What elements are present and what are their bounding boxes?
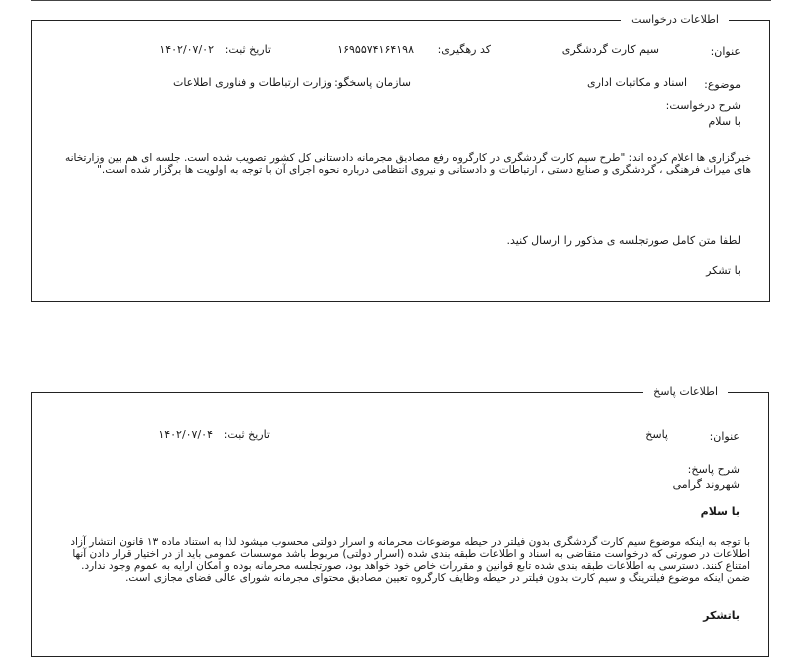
request-body [39,152,751,176]
response-greeting: با سلام [700,505,740,518]
request-closing: با تشکر [706,264,741,277]
response-body-line: با توجه به اینکه موضوع سیم کارت گردشگری بدون فیلتر در حیطه موضوعات محرمانه و اسرار دولتی محسوب میشود لذا به استناد ماده ۱۳ قانون انتشار آزاد [70,536,750,548]
response-panel-legend: اطلاعات پاسخ [643,384,728,400]
response-info-panel [31,385,769,657]
response-body [38,536,750,584]
response-description-label: شرح پاسخ: [687,463,740,476]
top-edge-divider [31,0,771,1]
request-info-panel [31,13,770,302]
request-text: لطفا متن کامل صورتجلسه ی مذکور را ارسال کنید. [506,234,741,247]
tracking-code-value: ۱۶۹۵۵۷۴۱۶۴۱۹۸ [337,43,414,56]
response-salutation: شهروند گرامی [672,478,740,491]
response-date-value: ۱۴۰۲/۰۷/۰۴ [158,428,213,441]
request-body-line: خبرگزاری ها اعلام کرده اند: "طرح سیم کارت گردشگری در کارگروه رفع مصادیق مجرمانه دادستانی کل کشور تصویب شده است. جلسه ای هم بین وزارتخانه [64,152,751,164]
tracking-code-label: کد رهگیری: [437,43,491,56]
request-date-label: تاریخ ثبت: [224,43,271,56]
request-description-label: شرح درخواست: [665,99,741,112]
request-title-value: سیم کارت گردشگری [561,43,659,56]
response-body-line: اطلاعات در صورتی که درخواست متقاضی به اسناد و اطلاعات طبقه بندی شده (اسرار دولتی) مربوط باشد موسسات عمومی باید از در اختیار قرار دادن آنها [72,548,750,560]
request-title-label: عنوان: [710,45,741,58]
responding-org-value: وزارت ارتباطات و فناوری اطلاعات [172,76,332,89]
response-title-label: عنوان: [709,430,740,443]
request-date-value: ۱۴۰۲/۰۷/۰۲ [159,43,214,56]
responding-org-label: سازمان پاسخگو: [334,76,411,89]
response-title-value: پاسخ [645,428,668,441]
request-panel-legend: اطلاعات درخواست [621,12,729,28]
request-greeting: با سلام [708,115,741,128]
subject-value: اسناد و مکاتبات اداری [587,76,687,89]
subject-label: موضوع: [704,78,741,91]
response-date-label: تاریخ ثبت: [223,428,270,441]
response-body-line: ضمن اینکه موضوع فیلترینگ و سیم کارت بدون فیلتر در حیطه وظایف کارگروه تعیین مصادیق محتوای مجرمانه شورای عالی فضای مجازی است. [125,572,750,584]
response-closing: باتشکر [703,609,740,622]
request-body-line: های میراث فرهنگی ، گردشگری و صنایع دستی ، ارتباطات و دادستانی و نیروی انتظامی درباره نحوه اجرای آن با توجه به اولویت ها برگزار شده است." [97,164,751,176]
response-body-line: امتناع کنند. دسترسی به اطلاعات طبقه بندی شده تابع قوانین و مقررات خاص خود خواهد بود، صورتجلسه محرمانه بوده و امکان ارایه به عموم وجود ندارد. [81,560,750,572]
